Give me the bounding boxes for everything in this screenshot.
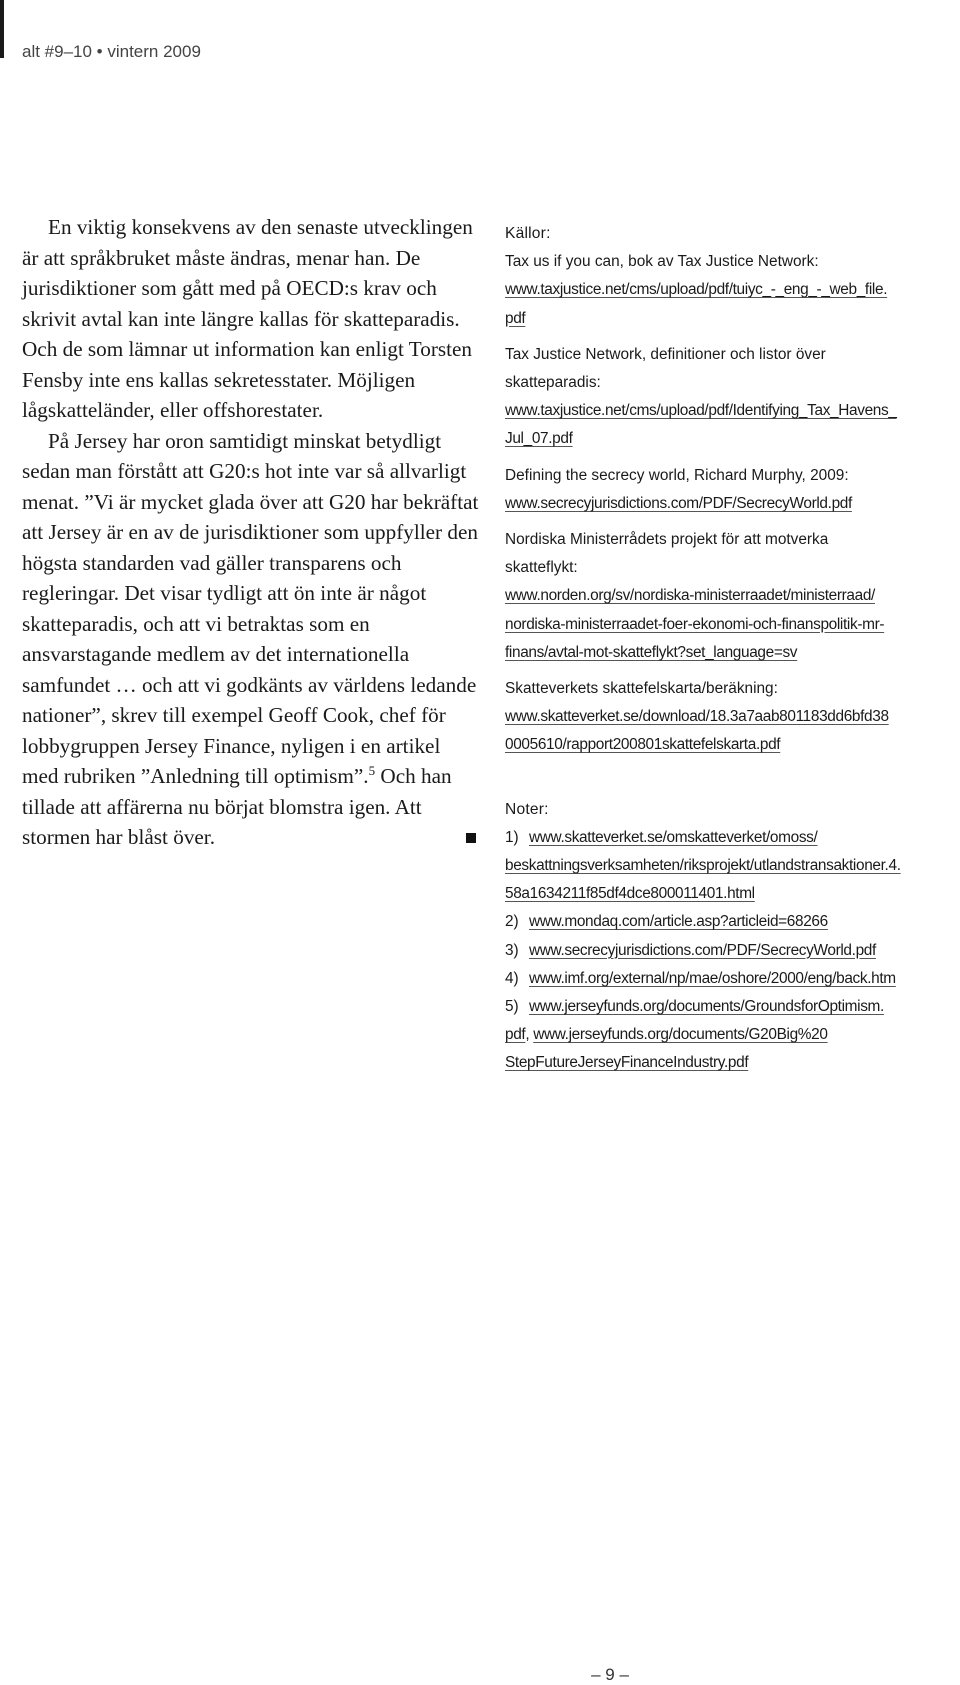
note-link[interactable]: www.imf.org/external/np/mae/oshore/2000/eng/back.htm (529, 969, 896, 987)
note-link[interactable]: 58a1634211f85df4dce800011401.html (505, 885, 755, 903)
source-link[interactable]: pdf (505, 309, 526, 327)
note-link[interactable]: www.jerseyfunds.org/documents/G20Big%20 (533, 1026, 828, 1044)
source-link[interactable]: www.taxjustice.net/cms/upload/pdf/tuiyc_-_eng_-_web_file. (505, 281, 888, 299)
source-item (505, 462, 955, 518)
source-link[interactable]: www.taxjustice.net/cms/upload/pdf/Identifying_Tax_Havens_ (505, 402, 897, 420)
note-link[interactable]: www.jerseyfunds.org/documents/GroundsforOptimism. (529, 998, 884, 1016)
note-number: 5) (505, 998, 519, 1016)
note-number: 2) (505, 913, 519, 931)
body-paragraph-1: En viktig konsekvens av den senaste utvecklingen är att språkbruket måste ändras, menar han. De jurisdiktioner som gått med på OECD:s krav och skrivit avtal kan inte längre kallas för skatteparadis. Och de som lämnar ut information kan enligt Torsten Fensby inte ens kallas sekretesstater. Möjligen lågskatteländer, eller offshorestater. (22, 215, 473, 422)
source-title-cont: skatteparadis: (505, 374, 601, 392)
note-number: 1) (505, 828, 519, 846)
source-item (505, 526, 955, 667)
note-link[interactable]: beskattningsverksamheten/riksprojekt/utlandstransaktioner.4. (505, 857, 901, 875)
note-link[interactable]: StepFutureJerseyFinanceIndustry.pdf (505, 1054, 749, 1072)
running-head: alt #9–10 • vintern 2009 (22, 42, 201, 61)
note-number: 3) (505, 941, 519, 959)
source-item (505, 341, 955, 454)
paragraph-2-end: Och han tillade att affärerna nu börjat blomstra igen. Att stormen har blåst över. (22, 764, 452, 849)
note-separator: , (525, 1026, 534, 1044)
source-item (505, 248, 955, 333)
note-5 (505, 993, 955, 1021)
note-5-cont (505, 1049, 955, 1077)
source-title: Tax us if you can, bok av Tax Justice Network: (505, 253, 819, 271)
source-link[interactable]: 0005610/rapport200801skattefelskarta.pdf (505, 736, 781, 754)
notes-section (505, 796, 955, 1078)
note-link[interactable]: pdf (505, 1026, 526, 1044)
note-1-cont (505, 880, 955, 908)
body-paragraph-2 (22, 426, 480, 853)
page-number: – 9 – (591, 1665, 629, 1684)
source-link[interactable]: finans/avtal-mot-skatteflykt?set_language=sv (505, 643, 798, 661)
source-link[interactable]: Jul_07.pdf (505, 430, 573, 448)
note-number: 4) (505, 969, 519, 987)
source-link[interactable]: www.norden.org/sv/nordiska-ministerraadet/ministerraad/ (505, 587, 875, 605)
source-link[interactable]: www.secrecyjurisdictions.com/PDF/SecrecyWorld.pdf (505, 494, 852, 512)
end-of-article-mark (466, 833, 476, 843)
source-link[interactable]: nordiska-ministerraadet-foer-ekonomi-och-finanspolitik-mr- (505, 615, 885, 633)
note-link[interactable]: www.secrecyjurisdictions.com/PDF/SecrecyWorld.pdf (529, 941, 876, 959)
footnote-ref-5[interactable]: 5 (368, 762, 376, 778)
note-2 (505, 908, 955, 936)
source-item (505, 675, 955, 760)
note-4 (505, 965, 955, 993)
source-title: Skatteverkets skattefelskarta/beräkning: (505, 680, 778, 698)
note-5-cont (505, 1021, 955, 1049)
page-edge-rule (0, 0, 4, 58)
article-body (22, 212, 480, 853)
note-1 (505, 824, 955, 852)
note-3 (505, 937, 955, 965)
sources-heading: Källor: (505, 225, 551, 242)
notes-heading: Noter: (505, 800, 549, 818)
paragraph-2-text: På Jersey har oron samtidigt minskat betydligt sedan man förstått att G20:s hot inte var så allvarligt menat. ”Vi är mycket glada över att G20 har bekräftat att Jersey är en av de jurisdiktioner som uppfyller den högsta standarden vad gäller transparens och regleringar. Det visar tydligt att ön inte är något skatteparadis, och att vi betraktas som en ansvarstagande medlem av det internationella samfundet … och att vi godkänts av världens ledande nationer”, skrev till exempel Geoff Cook, chef för lobbygruppen Jersey Finance, nyligen i en artikel med rubriken ”Anledning till optimism”. (22, 428, 479, 788)
source-title: Tax Justice Network, definitioner och listor över (505, 345, 826, 363)
note-link[interactable]: www.skatteverket.se/omskatteverket/omoss/ (529, 828, 818, 846)
note-link[interactable]: www.mondaq.com/article.asp?articleid=68266 (529, 913, 828, 931)
source-link[interactable]: www.skatteverket.se/download/18.3a7aab801183dd6bfd38 (505, 708, 889, 726)
note-1-cont (505, 852, 955, 880)
source-title: Defining the secrecy world, Richard Murphy, 2009: (505, 466, 849, 484)
source-title-cont: skatteflykt: (505, 559, 578, 577)
source-title: Nordiska Ministerrådets projekt för att motverka (505, 531, 829, 549)
sources-column (505, 220, 955, 1078)
